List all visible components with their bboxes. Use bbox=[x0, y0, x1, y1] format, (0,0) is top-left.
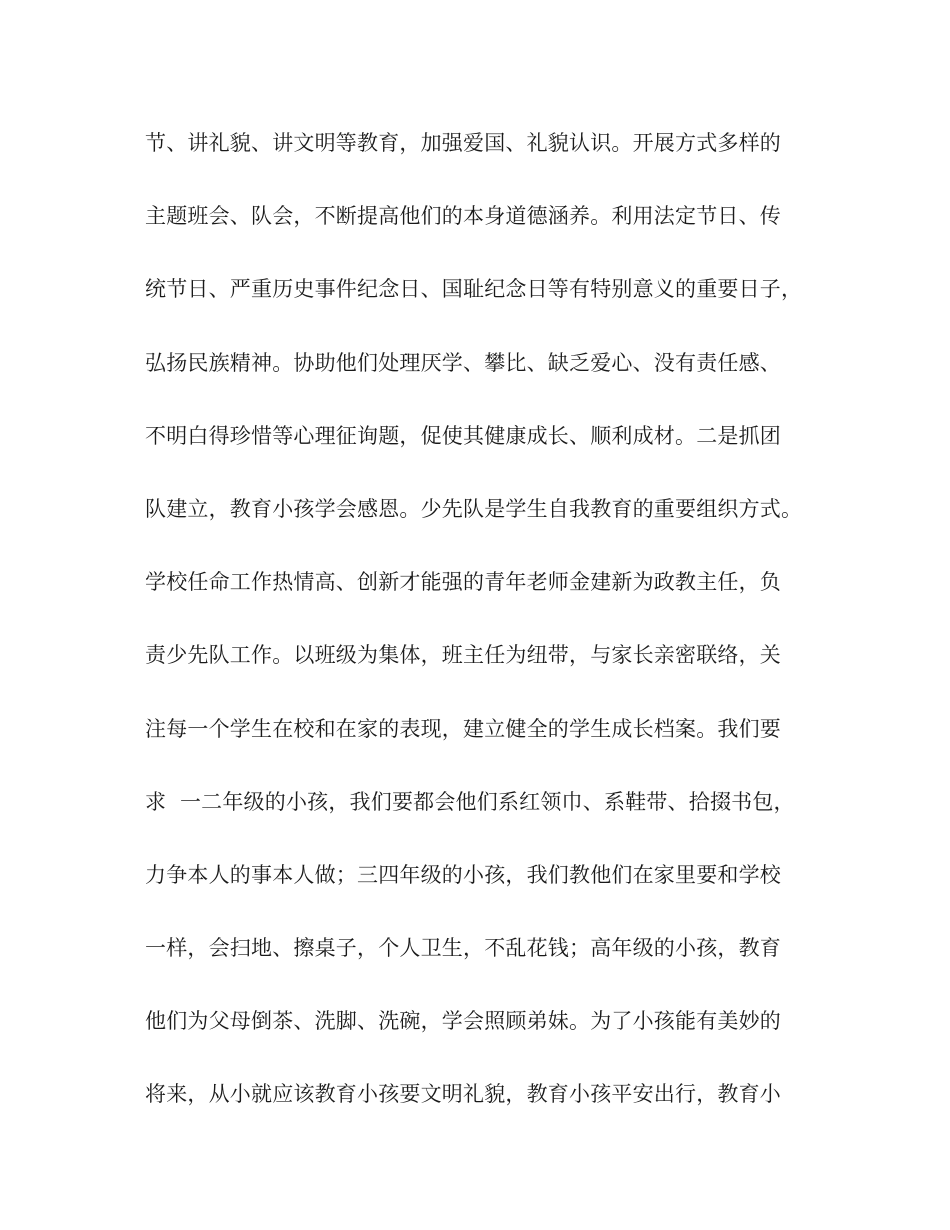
text-line: 将来，从小就应该教育小孩要文明礼貌，教育小孩平安出行，教育小 bbox=[145, 1082, 781, 1107]
text-line: 一样，会扫地、擦桌子，个人卫生，不乱花钱；高年级的小孩，教育 bbox=[145, 936, 781, 961]
text-line: 主题班会、队会，不断提高他们的本身道德涵养。利用法定节日、传 bbox=[145, 204, 781, 229]
text-line: 不明白得珍惜等心理征询题，促使其健康成长、顺利成材。二是抓团 bbox=[145, 423, 781, 448]
text-line: 队建立，教育小孩学会感恩。少先队是学生自我教育的重要组织方式。 bbox=[145, 496, 803, 521]
text-line: 学校任命工作热情高、创新才能强的青年老师金建新为政教主任，负 bbox=[145, 570, 781, 595]
text-line: 统节日、严重历史事件纪念日、国耻纪念日等有特别意义的重要日子， bbox=[145, 277, 803, 302]
body-text bbox=[145, 122, 825, 1147]
text-line: 节、讲礼貌、讲文明等教育，加强爱国、礼貌认识。开展方式多样的 bbox=[145, 131, 781, 155]
text-line: 他们为父母倒茶、洗脚、洗碗，学会照顾弟妹。为了小孩能有美妙的 bbox=[145, 1009, 781, 1034]
text-line: 注每一个学生在校和在家的表现，建立健全的学生成长档案。我们要 bbox=[145, 716, 781, 741]
text-line: 力争本人的事本人做；三四年级的小孩，我们教他们在家里要和学校 bbox=[145, 862, 781, 887]
text-line: 责少先队工作。以班级为集体，班主任为纽带，与家长亲密联络，关 bbox=[145, 643, 781, 668]
text-line: 弘扬民族精神。协助他们处理厌学、攀比、缺乏爱心、没有责任感、 bbox=[145, 350, 781, 375]
text-line: 求 一二年级的小孩，我们要都会他们系红领巾、系鞋带、拾掇书包， bbox=[145, 789, 795, 814]
